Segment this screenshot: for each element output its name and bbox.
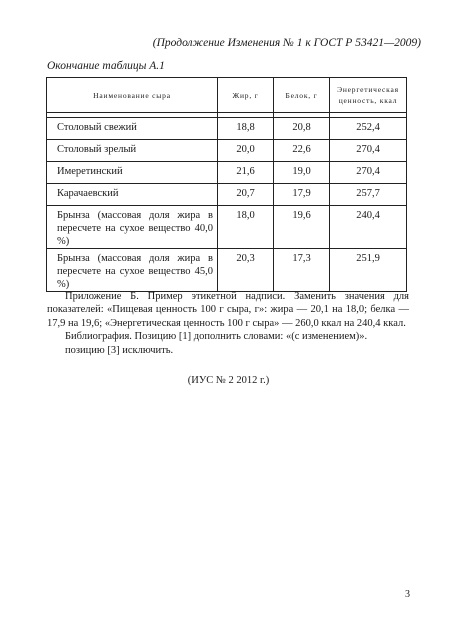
- paragraph-appendix-b: Приложение Б. Пример этикетной надписи. Заменить значения для показателей: «Пищевая ценность 100 г сыра, г»: жира — 20,1 на 18,0; белка — 17,9 на 19,6; «Энергетическая ценность 100 г сыра» — 260,0 ккал на 240,4 ккал.: [47, 291, 409, 329]
- cell-name: Карачаевский: [47, 184, 218, 206]
- cell-protein: 20,8: [274, 118, 330, 140]
- cell-fat: 18,8: [218, 118, 274, 140]
- cell-energy: 270,4: [330, 140, 407, 162]
- column-header-fat: Жир, г: [218, 78, 274, 113]
- cell-energy: 240,4: [330, 206, 407, 249]
- cell-protein: 19,0: [274, 162, 330, 184]
- cell-energy: 257,7: [330, 184, 407, 206]
- cell-name: Столовый свежий: [47, 118, 218, 140]
- column-header-name: Наименование сыра: [47, 78, 218, 113]
- cheese-table: [46, 77, 407, 292]
- cell-name: Брынза (массовая доля жира в пересчете на сухое вещество 40,0 %): [47, 206, 218, 249]
- table-row: [47, 184, 407, 206]
- table-row: [47, 118, 407, 140]
- column-header-protein: Белок, г: [274, 78, 330, 113]
- cell-name: Столовый зрелый: [47, 140, 218, 162]
- column-header-energy: Энергетическая ценность, ккал: [330, 78, 407, 113]
- cell-name: Брынза (массовая доля жира в пересчете на сухое вещество 45,0 %): [47, 249, 218, 292]
- cell-name: Имеретинский: [47, 162, 218, 184]
- table-row: [47, 140, 407, 162]
- paragraph-bibliography: Библиография. Позицию [1] дополнить словами: «(с изменением)».: [65, 331, 368, 343]
- cell-energy: 270,4: [330, 162, 407, 184]
- cell-fat: 20,3: [218, 249, 274, 292]
- table-row: [47, 206, 407, 249]
- table-row: [47, 249, 407, 292]
- cell-energy: 251,9: [330, 249, 407, 292]
- cell-fat: 18,0: [218, 206, 274, 249]
- page-number: 3: [405, 589, 410, 600]
- document-header: (Продолжение Изменения № 1 к ГОСТ Р 53421—2009): [152, 37, 421, 49]
- cell-energy: 252,4: [330, 118, 407, 140]
- ius-reference: (ИУС № 2 2012 г.): [187, 375, 270, 386]
- cell-protein: 22,6: [274, 140, 330, 162]
- paragraph-position-3: позицию [3] исключить.: [65, 344, 174, 356]
- cell-protein: 17,3: [274, 249, 330, 292]
- amendment-text: [47, 290, 409, 357]
- table-header-row: [47, 78, 407, 113]
- cell-protein: 19,6: [274, 206, 330, 249]
- table-caption: Окончание таблицы А.1: [47, 60, 165, 72]
- cell-protein: 17,9: [274, 184, 330, 206]
- cell-fat: 20,0: [218, 140, 274, 162]
- cell-fat: 21,6: [218, 162, 274, 184]
- cell-fat: 20,7: [218, 184, 274, 206]
- table-row: [47, 162, 407, 184]
